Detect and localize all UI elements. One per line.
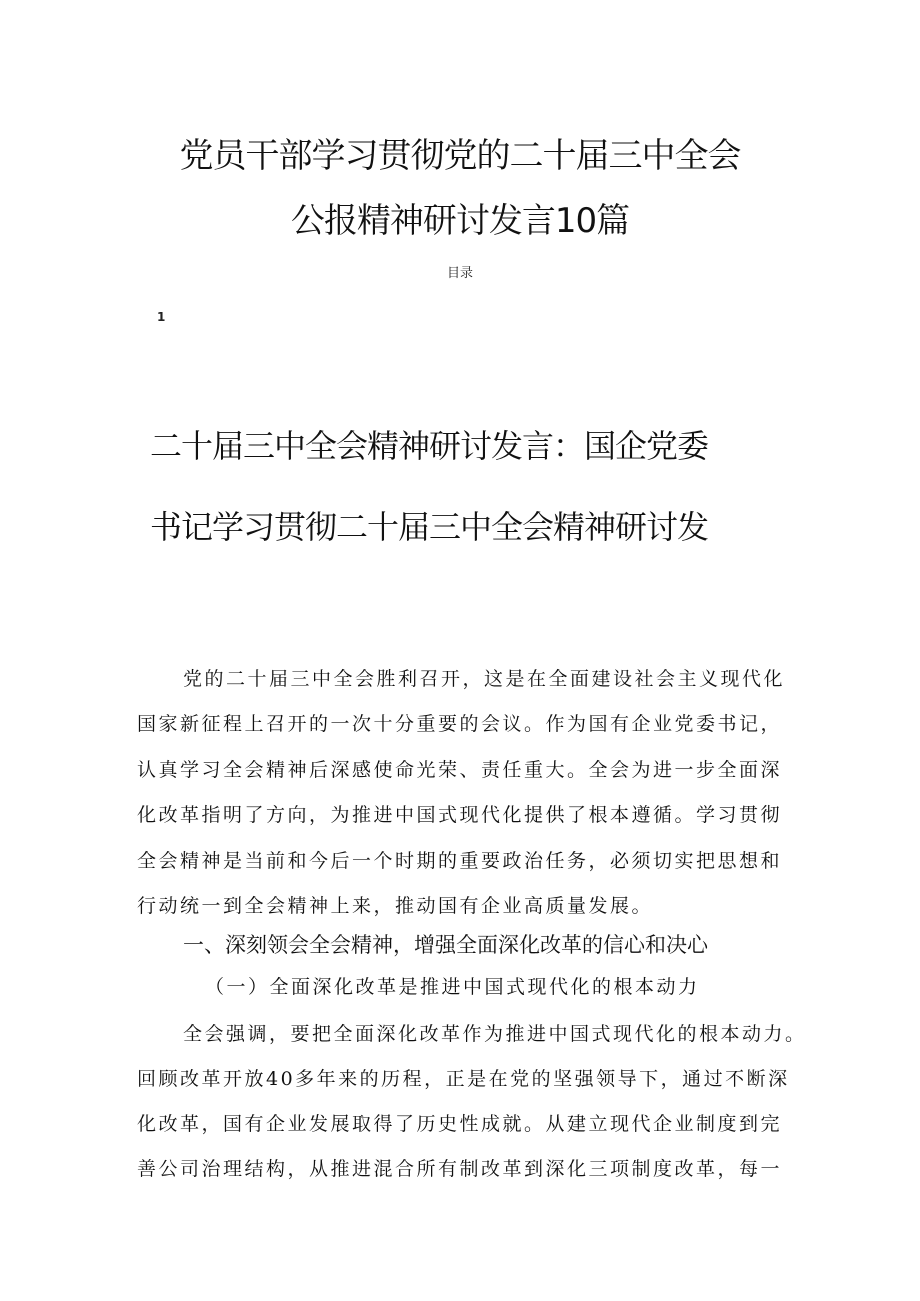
paragraph-2-line: 回顾改革开放40多年来的历程，正是在党的坚强领导下，通过不断深 bbox=[137, 1068, 790, 1090]
section-title-line-2: 书记学习贯彻二十届三中全会精神研讨发 bbox=[150, 508, 709, 546]
paragraph-2-line: 全会强调，要把全面深化改革作为推进中国式现代化的根本动力。 bbox=[183, 1023, 807, 1045]
paragraph-2-line: 善公司治理结构，从推进混合所有制改革到深化三项制度改革，每一 bbox=[137, 1158, 783, 1180]
toc-label: 目录 bbox=[446, 266, 473, 281]
toc-entry-number: 1 bbox=[157, 310, 166, 324]
section-title-line-1: 二十届三中全会精神研讨发言：国企党委 bbox=[150, 427, 709, 465]
paragraph-2-line: 化改革，国有企业发展取得了历史性成就。从建立现代企业制度到完 bbox=[137, 1113, 783, 1135]
paragraph-1-line: 化改革指明了方向，为推进中国式现代化提供了根本遵循。学习贯彻 bbox=[137, 804, 783, 826]
section-heading-1: 一、深刻领会全会精神，增强全面深化改革的信心和决心 bbox=[183, 933, 708, 957]
document-title-line-2: 公报精神研讨发言10篇 bbox=[290, 201, 630, 241]
paragraph-1-line: 认真学习全会精神后深感使命光荣、责任重大。全会为进一步全面深 bbox=[137, 759, 783, 781]
subsection-heading-1: （一）全面深化改革是推进中国式现代化的根本动力 bbox=[205, 976, 700, 998]
paragraph-1-line: 全会精神是当前和今后一个时期的重要政治任务，必须切实把思想和 bbox=[137, 850, 783, 872]
paragraph-1-line: 党的二十届三中全会胜利召开，这是在全面建设社会主义现代化 bbox=[183, 668, 786, 690]
paragraph-1-line: 国家新征程上召开的一次十分重要的会议。作为国有企业党委书记， bbox=[137, 713, 783, 735]
paragraph-1-line: 行动统一到全会精神上来，推动国有企业高质量发展。 bbox=[137, 895, 654, 917]
document-title-line-1: 党员干部学习贯彻党的二十届三中全会 bbox=[179, 136, 741, 176]
